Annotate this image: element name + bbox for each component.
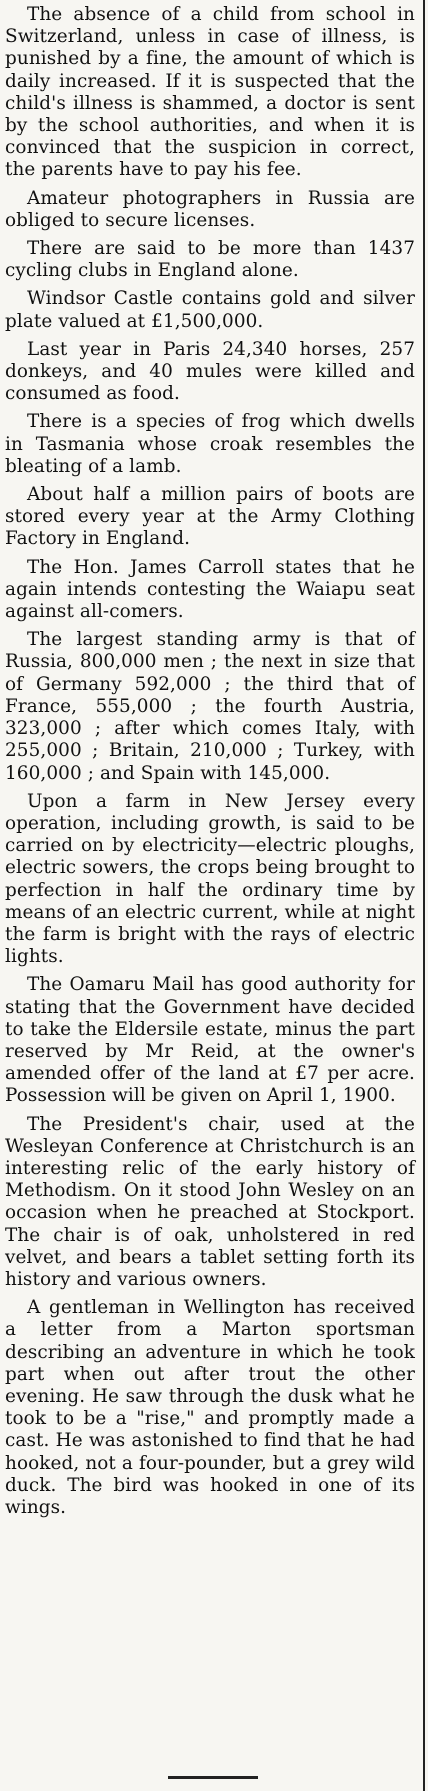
paragraph-army-boots: About half a million pairs of boots are stored every year at the Army Clothing Factory in England. [5,484,415,550]
paragraph-wesley-chair: The President's chair, used at the Wesleyan Conference at Christchurch is an interesting relic of the early history of Methodism. On it stood John Wesley on an occasion when he preached at Stockport. The chair is of oak, unholstered in red velvet, and bears a tablet setting forth its history and various owners. [5,1113,415,1290]
paragraph-standing-armies: The largest standing army is that of Russia, 800,000 men ; the next in size that of Germany 592,000 ; the third that of France, 555,000 ; the fourth Austria, 323,000 ; after which comes Italy, with 255,000 ; Britain, 210,000 ; Turkey, with 160,000 ; and Spain with 145,000. [5,629,415,784]
paragraph-carroll-waiapu: The Hon. James Carroll states that he again intends contesting the Waiapu seat against all-comers. [5,556,415,623]
paragraph-cycling-clubs: There are said to be more than 1437 cycling clubs in England alone. [5,238,415,282]
paragraph-school-absence: The absence of a child from school in Switzerland, unless in case of illness, is punished by a fine, the amount of which is daily increased. If it is suspected that the child's illness is shammed, a doctor is sent by the school authorities, and when it is convinced that the suspicion in correct, the parents have to pay his fee. [5,4,415,181]
news-column [5,4,415,1525]
paragraph-paris-horses: Last year in Paris 24,340 horses, 257 donkeys, and 40 mules were killed and consumed as food. [5,338,415,405]
paragraph-duck-fishing: A gentleman in Wellington has received a letter from a Marton sportsman describing an adventure in which he took part when out after trout the other evening. He saw through the dusk what he took to be a "rise," and promptly made a cast. He was astonished to find that he had hooked, not a four-pounder, but a grey wild duck. The bird was hooked in one of its wings. [5,1297,415,1518]
end-rule [168,1776,258,1779]
paragraph-electric-farm: Upon a farm in New Jersey every operation, including growth, is said to be carried on by electricity—electric ploughs, electric sowers, the crops being brought to perfection in half the ordinary time by means of an electric current, while at night the farm is bright with the rays of electric lights. [5,790,415,968]
paragraph-windsor-plate: Windsor Castle contains gold and silver plate valued at £1,500,000. [5,288,415,332]
column-rule [423,0,425,1791]
paragraph-russia-photographers: Amateur photographers in Russia are obliged to secure licenses. [5,187,415,231]
paragraph-eldersile-estate: The Oamaru Mail has good authority for stating that the Government have decided to take the Eldersile estate, minus the part reserved by Mr Reid, at the owner's amended offer of the land at £7 per acre. Possession will be given on April 1, 1900. [5,974,415,1107]
paragraph-tasmania-frog: There is a species of frog which dwells in Tasmania whose croak resembles the bleating of a lamb. [5,411,415,477]
